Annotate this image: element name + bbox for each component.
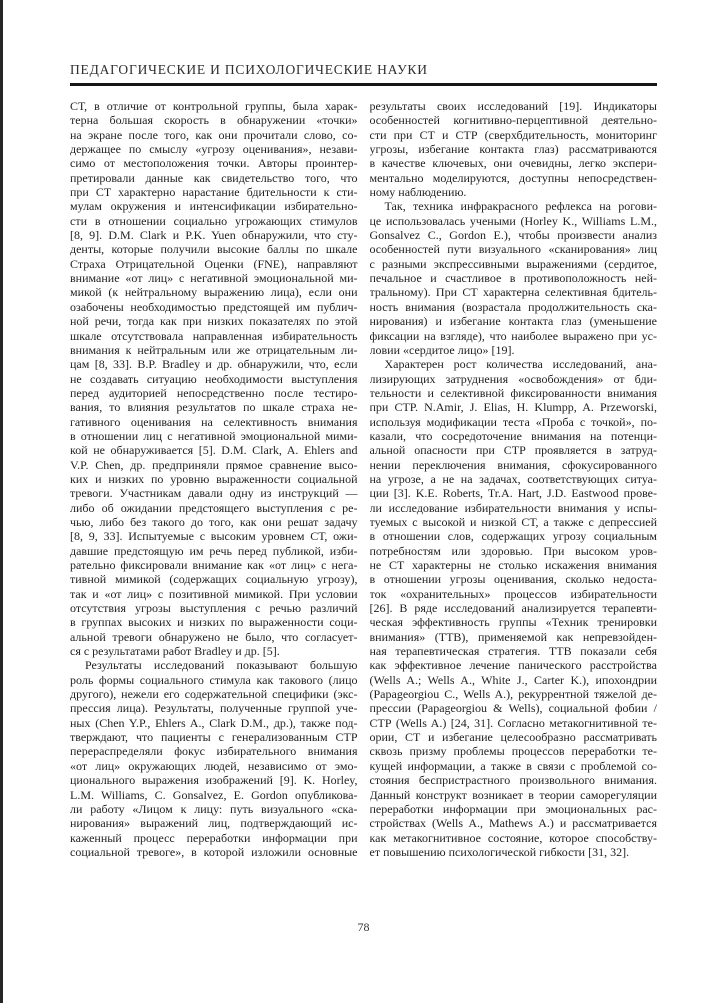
- text-line: перед аудиторией непосредственно после тестиро-: [70, 385, 358, 400]
- text-line: претировали данные как свидетельство того, что: [70, 170, 358, 185]
- text-line: социальной тревоге», в которой изложили основные: [70, 844, 358, 859]
- text-line: ловии «сердитое лицо» [19].: [369, 342, 515, 357]
- text-line: це использовалась учеными (Horley K., Williams L.M.,: [369, 213, 657, 228]
- text-line: альной опасности при СТР проявляется в затруд-: [369, 443, 657, 458]
- text-line: V.P. Chen, др. предприняли прямое сравнение высо-: [70, 457, 358, 472]
- text-line: давшие предстоящую им речь перед публикой, изби-: [70, 543, 358, 558]
- paragraph: [70, 99, 358, 658]
- text-line: сти при СТ и СТР (сверхбдительность, мониторинг: [369, 127, 657, 142]
- text-line: СТР (Wells A.) [24, 31]. Согласно метакогнитивной те-: [369, 715, 657, 730]
- text-line: перераспределяли фокус избирательного внимания: [70, 744, 358, 759]
- text-line: в отношении слов, содержащих угрозу социальным: [369, 529, 657, 544]
- text-line: кущей информации, а также в связи с проблемой со-: [369, 758, 657, 773]
- text-line: внимания к нейтральным или же отрицательным ли-: [70, 342, 358, 357]
- text-line: цам [8, 33]. B.P. Bradley и др. обнаружили, что, если: [70, 357, 358, 372]
- text-line: на угрозе, а не на задачах, соответствующих ситуа-: [369, 471, 657, 486]
- text-line: ории, СТ и избегание целесообразно рассматривать: [369, 730, 657, 745]
- text-line: сти в отношении социально угрожающих стимулов: [70, 213, 358, 228]
- paragraph: [370, 99, 658, 199]
- text-line: сквозь призму проблемы процессов переработки те-: [369, 744, 657, 759]
- text-line: как эффективное лечение панического расстройства: [369, 658, 657, 673]
- text-line: ких и низких по уровню выраженности социальной: [70, 471, 358, 486]
- text-line: тральному). При СТ характерна селективная бдитель-: [369, 285, 657, 300]
- text-line: альной тревоги обнаружено не было, что согласует-: [70, 629, 358, 644]
- text-line: в качестве ключевых, они очевидны, легко экспери-: [369, 156, 657, 171]
- text-line: Данный конструкт возникает в теории саморегуляции: [369, 787, 657, 802]
- text-line: внимания» (ТТВ), применяемой как непревзойден-: [369, 629, 657, 644]
- text-line: [8, 9]. D.M. Clark и P.K. Yuen обнаружили, что сту-: [70, 228, 358, 243]
- text-line: угрозы, избегание контакта глаз) рассматриваются: [369, 142, 657, 157]
- text-line: тревоги. Участникам давали одну из инструкций —: [70, 486, 358, 501]
- text-line: другого), нежели его содержательной специфики (экс-: [70, 687, 358, 702]
- text-line: туемых с высокой и низкой СТ, а также с депрессией: [369, 514, 657, 529]
- text-line: озабочены необходимостью предстоящей им публич-: [70, 299, 358, 314]
- text-line: в группах высоких и низких по выраженности соци-: [70, 615, 358, 630]
- text-line: «от лиц» окружающих людей, независимо от эмо-: [70, 758, 358, 773]
- text-line: СТ, в отличие от контрольной группы, была харак-: [70, 99, 358, 113]
- text-line: не создавать ситуацию необходимости выступления: [70, 371, 358, 386]
- text-line: ционального выражения изображений [9]. K. Horley,: [70, 773, 358, 788]
- text-line: особенностей пути визуального «сканирования» лиц: [369, 242, 657, 257]
- text-line: мулам окружения и интенсификации избирательно-: [70, 199, 358, 214]
- text-line: лизирующих затруднения «освобождения» от бди-: [369, 371, 657, 386]
- text-line: ции [3]. K.E. Roberts, Tr.A. Hart, J.D. Eastwood прове-: [369, 486, 657, 501]
- page: [70, 0, 657, 859]
- text-line: нирования» выражений лиц, подтверждающий ис-: [70, 816, 358, 831]
- text-line: внимание «от лиц» с негативной эмоциональной ми-: [70, 271, 358, 286]
- text-line: стройствах (Wells A., Mathews A.) и рассматривается: [369, 816, 657, 831]
- column-right: [370, 99, 658, 859]
- text-line: ся с результатами работ Bradley и др. [5].: [70, 644, 280, 659]
- text-line: при СТР. N.Amir, J. Elias, H. Klumpp, A. Przeworski,: [369, 400, 657, 415]
- text-line: ли работу «Лицом к лицу: путь визуального «ска-: [70, 801, 358, 816]
- text-line: ет повышению психологической гибкости [31, 32].: [369, 844, 630, 859]
- text-line: отсутствия угрозы выступления с речью различий: [70, 601, 358, 616]
- text-line: используя модификации теста «Проба с точкой», по-: [369, 414, 657, 429]
- text-line: ческая эффективность группы «Техник тренировки: [369, 615, 657, 630]
- header-rule: [70, 83, 657, 86]
- text-line: микой (к нейтральному выражению лица), если они: [70, 285, 358, 300]
- text-line: с разными экспрессивными выражениями (сердитое,: [369, 256, 657, 271]
- text-line: результаты своих исследований [19]. Индикаторы: [369, 99, 657, 113]
- text-line: тельности и селективной фиксированности внимания: [369, 385, 657, 400]
- text-line: так и «от лиц» с позитивной мимикой. При условии: [70, 586, 358, 601]
- text-line: особенностей когнитивно-перцептивной деятельно-: [369, 113, 657, 128]
- text-line: шкале отсутствовала направленная избирательность: [70, 328, 358, 343]
- text-line: фиксации на взгляде), что наиболее выражено при ус-: [369, 328, 657, 343]
- text-line: гативного оценивания на селективность внимания: [70, 414, 358, 429]
- paragraph: [370, 357, 658, 859]
- text-line: ментально моделируются, доступны непосредствен-: [369, 170, 657, 185]
- text-line: роль формы социального стимула как такового (лицо: [70, 672, 358, 687]
- text-line: потребностям или здоровью. При высоком уров-: [369, 543, 657, 558]
- text-line: (Papageorgiou C., Wells A.), рекуррентной тяжелой де-: [369, 687, 657, 702]
- text-line: держащее по смыслу «угрозу оценивания», незави-: [70, 142, 358, 157]
- text-line: ток «охранительных» процессов избирательности: [369, 586, 657, 601]
- text-line: в отношении угрозы оценивания, сколько недоста-: [369, 572, 657, 587]
- text-line: ному наблюдению.: [369, 185, 467, 200]
- text-line: казали, что сосредоточение внимания на потенци-: [369, 428, 657, 443]
- text-line: [26]. В ряде исследований анализируется терапевти-: [369, 601, 657, 616]
- text-columns: [70, 99, 657, 859]
- text-line: Страха Отрицательной Оценки (FNE), направляют: [70, 256, 358, 271]
- text-line: прессии (Papageorgiou & Wells), социальной фобии /: [369, 701, 657, 716]
- text-line: стояния беспристрастного произвольного внимания.: [369, 773, 657, 788]
- text-line: кой не обнаруживается [5]. D.M. Clark, A. Ehlers and: [70, 443, 358, 458]
- text-line: симо от местоположения точки. Авторы проинтер-: [70, 156, 358, 171]
- paragraph: [70, 658, 358, 859]
- text-line: в отношении лиц с негативной эмоциональной мими-: [70, 428, 358, 443]
- text-line: при СТ характерно нарастание бдительности к сти-: [70, 185, 358, 200]
- text-line: денты, которые получили высокие баллы по шкале: [70, 242, 358, 257]
- text-line: Gonsalvez C., Gordon E.), чтобы произвести анализ: [369, 228, 657, 243]
- text-line: прессия лица). Результаты, полученные группой уче-: [70, 701, 358, 716]
- text-line: тивной мимикой (содержащих социальную угрозу),: [70, 572, 358, 587]
- text-line: рательно фиксировали внимание как «от лиц» с нега-: [70, 558, 358, 572]
- text-line: переработки информации при эмоциональных рас-: [369, 801, 657, 816]
- text-line: нении переключения внимания, сфокусированного: [369, 457, 657, 472]
- text-line: как метакогнитивное состояние, которое способству-: [369, 830, 657, 845]
- text-line: либо об ожидании предстоящего выступления с ре-: [70, 500, 358, 515]
- text-line: не СТ характерны не столько искажения внимания: [369, 558, 657, 572]
- scan-left-edge: [0, 0, 3, 1003]
- text-line: ной речи, тогда как при низких показателях по этой: [70, 314, 358, 329]
- text-line: (Wells A.; Wells A., White J., Carter K.), ипохондрии: [369, 672, 657, 687]
- column-left: [70, 99, 358, 859]
- text-line: Результаты исследований показывают большую: [85, 658, 358, 673]
- text-line: ных (Chen Y.P., Ehlers A., Clark D.M., др.), также под-: [70, 715, 358, 730]
- text-line: терна большая скорость в обнаружении «точки»: [70, 113, 358, 128]
- text-line: чью, либо без такого до того, как они решат задачу: [70, 514, 358, 529]
- text-line: ная терапевтическая стратегия. ТТВ показали себя: [369, 644, 657, 659]
- section-header: ПЕДАГОГИЧЕСКИЕ И ПСИХОЛОГИЧЕСКИЕ НАУКИ: [70, 62, 428, 77]
- text-line: нирования) и избегание контакта глаз (уменьшение: [369, 314, 657, 329]
- text-line: на экране после того, как они прочитали слово, со-: [70, 127, 358, 142]
- text-line: L.M. Williams, C. Gonsalvez, E. Gordon опубликова-: [70, 787, 358, 802]
- text-line: ность внимания (возрастала продолжительность ска-: [369, 299, 657, 314]
- text-line: каженный процесс переработки информации при: [70, 830, 358, 845]
- paragraph: [370, 199, 658, 357]
- text-line: Так, техника инфракрасного рефлекса на рогови-: [384, 199, 657, 214]
- running-head: [70, 0, 657, 86]
- text-line: тверждают, что пациенты с генерализованным СТР: [70, 730, 358, 745]
- text-line: Характерен рост количества исследований, ана-: [384, 357, 657, 372]
- text-line: печальное и счастливое в противоположность ней-: [369, 271, 657, 286]
- text-line: вания, то влияния результатов по шкале страха не-: [70, 400, 358, 415]
- text-line: ли исследование избирательности внимания у испы-: [369, 500, 657, 515]
- text-line: [8, 9, 33]. Испытуемые с высоким уровнем СТ, ожи-: [70, 529, 358, 544]
- page-number: 78: [357, 920, 370, 934]
